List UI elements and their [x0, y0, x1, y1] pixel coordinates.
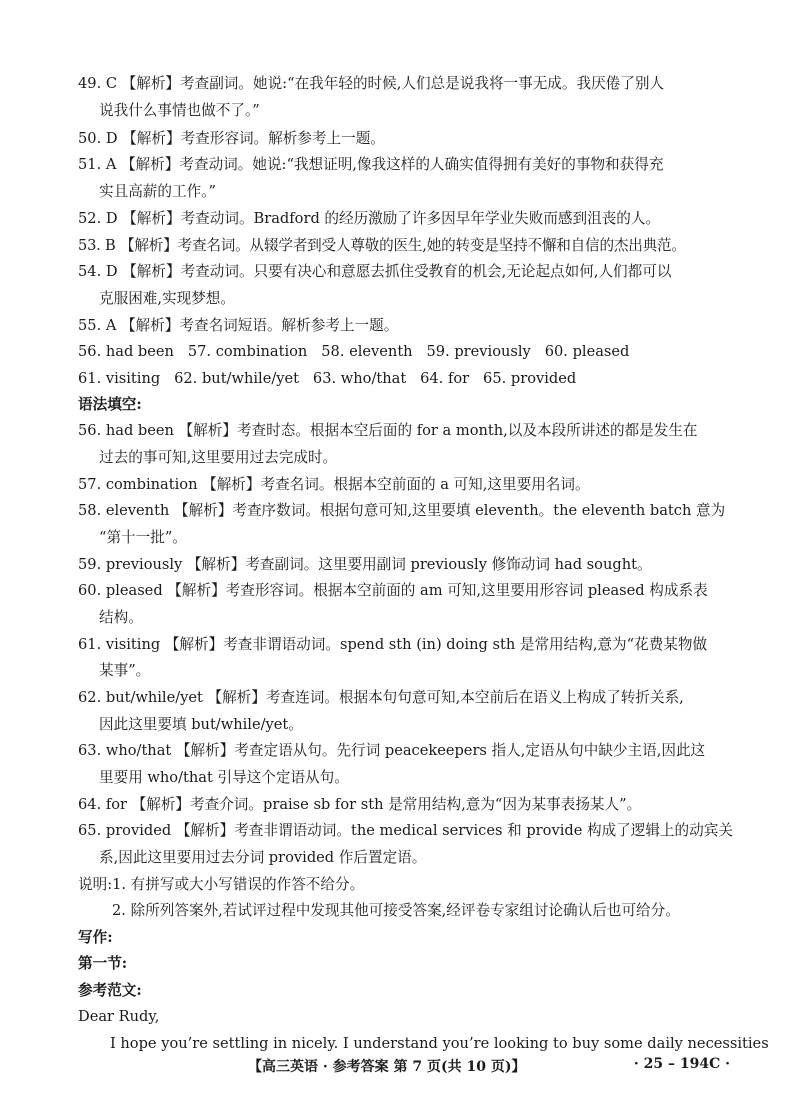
answer-49-line-1: 49. C 【解析】考查副词。她说:“在我年轻的时候,人们总是说我将一事无成。我厌倦了别人 — [78, 75, 665, 92]
note-1: 说明:1. 有拼写或大小写错误的作答不给分。 — [78, 876, 365, 893]
explanation-62-line-1: 62. but/while/yet 【解析】考查连词。根据本句句意可知,本空前后在语义上构成了转折关系, — [78, 689, 684, 706]
footer-title: 【高三英语 · 参考答案 第 7 页(共 10 页)】 — [248, 1059, 526, 1075]
section-heading-part-one: 第一节: — [78, 955, 128, 972]
explanation-60-line-2: 结构。 — [99, 609, 143, 626]
answer-50: 50. D 【解析】考查形容词。解析参考上一题。 — [78, 130, 385, 147]
answer-51-line-1: 51. A 【解析】考查动词。她说:“我想证明,像我这样的人确实值得拥有美好的事物和获得充 — [78, 156, 664, 173]
explanation-64: 64. for 【解析】考查介词。praise sb for sth 是常用结构,意为“因为某事表扬某人”。 — [78, 796, 642, 813]
explanation-59: 59. previously 【解析】考查副词。这里要用副词 previously 修饰动词 had sought。 — [78, 556, 652, 573]
answer-55: 55. A 【解析】考查名词短语。解析参考上一题。 — [78, 317, 399, 334]
explanation-63-line-1: 63. who/that 【解析】考查定语从句。先行词 peacekeepers 指人,定语从句中缺少主语,因此这 — [78, 742, 706, 759]
letter-body-line-1: I hope you’re settling in nicely. I understand you’re looking to buy some daily necessities — [110, 1035, 769, 1052]
answer-54-line-2: 克服困难,实现梦想。 — [99, 290, 235, 307]
note-2: 2. 除所列答案外,若试评过程中发现其他可接受答案,经评卷专家组讨论确认后也可给分。 — [112, 902, 680, 919]
answer-49-line-2: 说我什么事情也做不了。” — [99, 102, 260, 119]
explanation-60-line-1: 60. pleased 【解析】考查形容词。根据本空前面的 am 可知,这里要用形容词 pleased 构成系表 — [78, 582, 708, 599]
explanation-58-line-1: 58. eleventh 【解析】考查序数词。根据句意可知,这里要填 eleventh。the eleventh batch 意为 — [78, 502, 726, 519]
explanation-58-line-2: “第十一批”。 — [99, 529, 187, 546]
answer-51-line-2: 实且高薪的工作。” — [99, 183, 216, 200]
footer-code: · 25 – 194C · — [633, 1056, 730, 1072]
explanation-65-line-1: 65. provided 【解析】考查非谓语动词。the medical services 和 provide 构成了逻辑上的动宾关 — [78, 822, 733, 839]
page-footer — [0, 1056, 800, 1078]
grammar-answers-61-65: 61. visiting 62. but/while/yet 63. who/that 64. for 65. provided — [78, 370, 577, 387]
explanation-65-line-2: 系,因此这里要用过去分词 provided 作后置定语。 — [99, 849, 427, 866]
answer-53: 53. B 【解析】考查名词。从辍学者到受人尊敬的医生,她的转变是坚持不懈和自信的杰出典范。 — [78, 237, 686, 254]
section-heading-writing: 写作: — [78, 929, 113, 946]
explanation-61-line-2: 某事”。 — [99, 662, 151, 679]
letter-salutation: Dear Rudy, — [78, 1008, 160, 1025]
answer-54-line-1: 54. D 【解析】考查动词。只要有决心和意愿去抓住受教育的机会,无论起点如何,人们都可以 — [78, 263, 672, 280]
explanation-62-line-2: 因此这里要填 but/while/yet。 — [99, 716, 303, 733]
section-heading-sample-essay: 参考范文: — [78, 982, 142, 999]
explanation-57: 57. combination 【解析】考查名词。根据本空前面的 a 可知,这里要用名词。 — [78, 476, 590, 493]
explanation-56-line-1: 56. had been 【解析】考查时态。根据本空后面的 for a month,以及本段所讲述的都是发生在 — [78, 422, 698, 439]
explanation-56-line-2: 过去的事可知,这里要用过去完成时。 — [99, 449, 338, 466]
grammar-answers-56-60: 56. had been 57. combination 58. eleventh 59. previously 60. pleased — [78, 343, 630, 360]
section-heading-grammar: 语法填空: — [78, 396, 142, 413]
explanation-61-line-1: 61. visiting 【解析】考查非谓语动词。spend sth (in) doing sth 是常用结构,意为“花费某物做 — [78, 636, 708, 653]
answer-52: 52. D 【解析】考查动词。Bradford 的经历激励了许多因早年学业失败而感到沮丧的人。 — [78, 210, 661, 227]
explanation-63-line-2: 里要用 who/that 引导这个定语从句。 — [99, 769, 349, 786]
